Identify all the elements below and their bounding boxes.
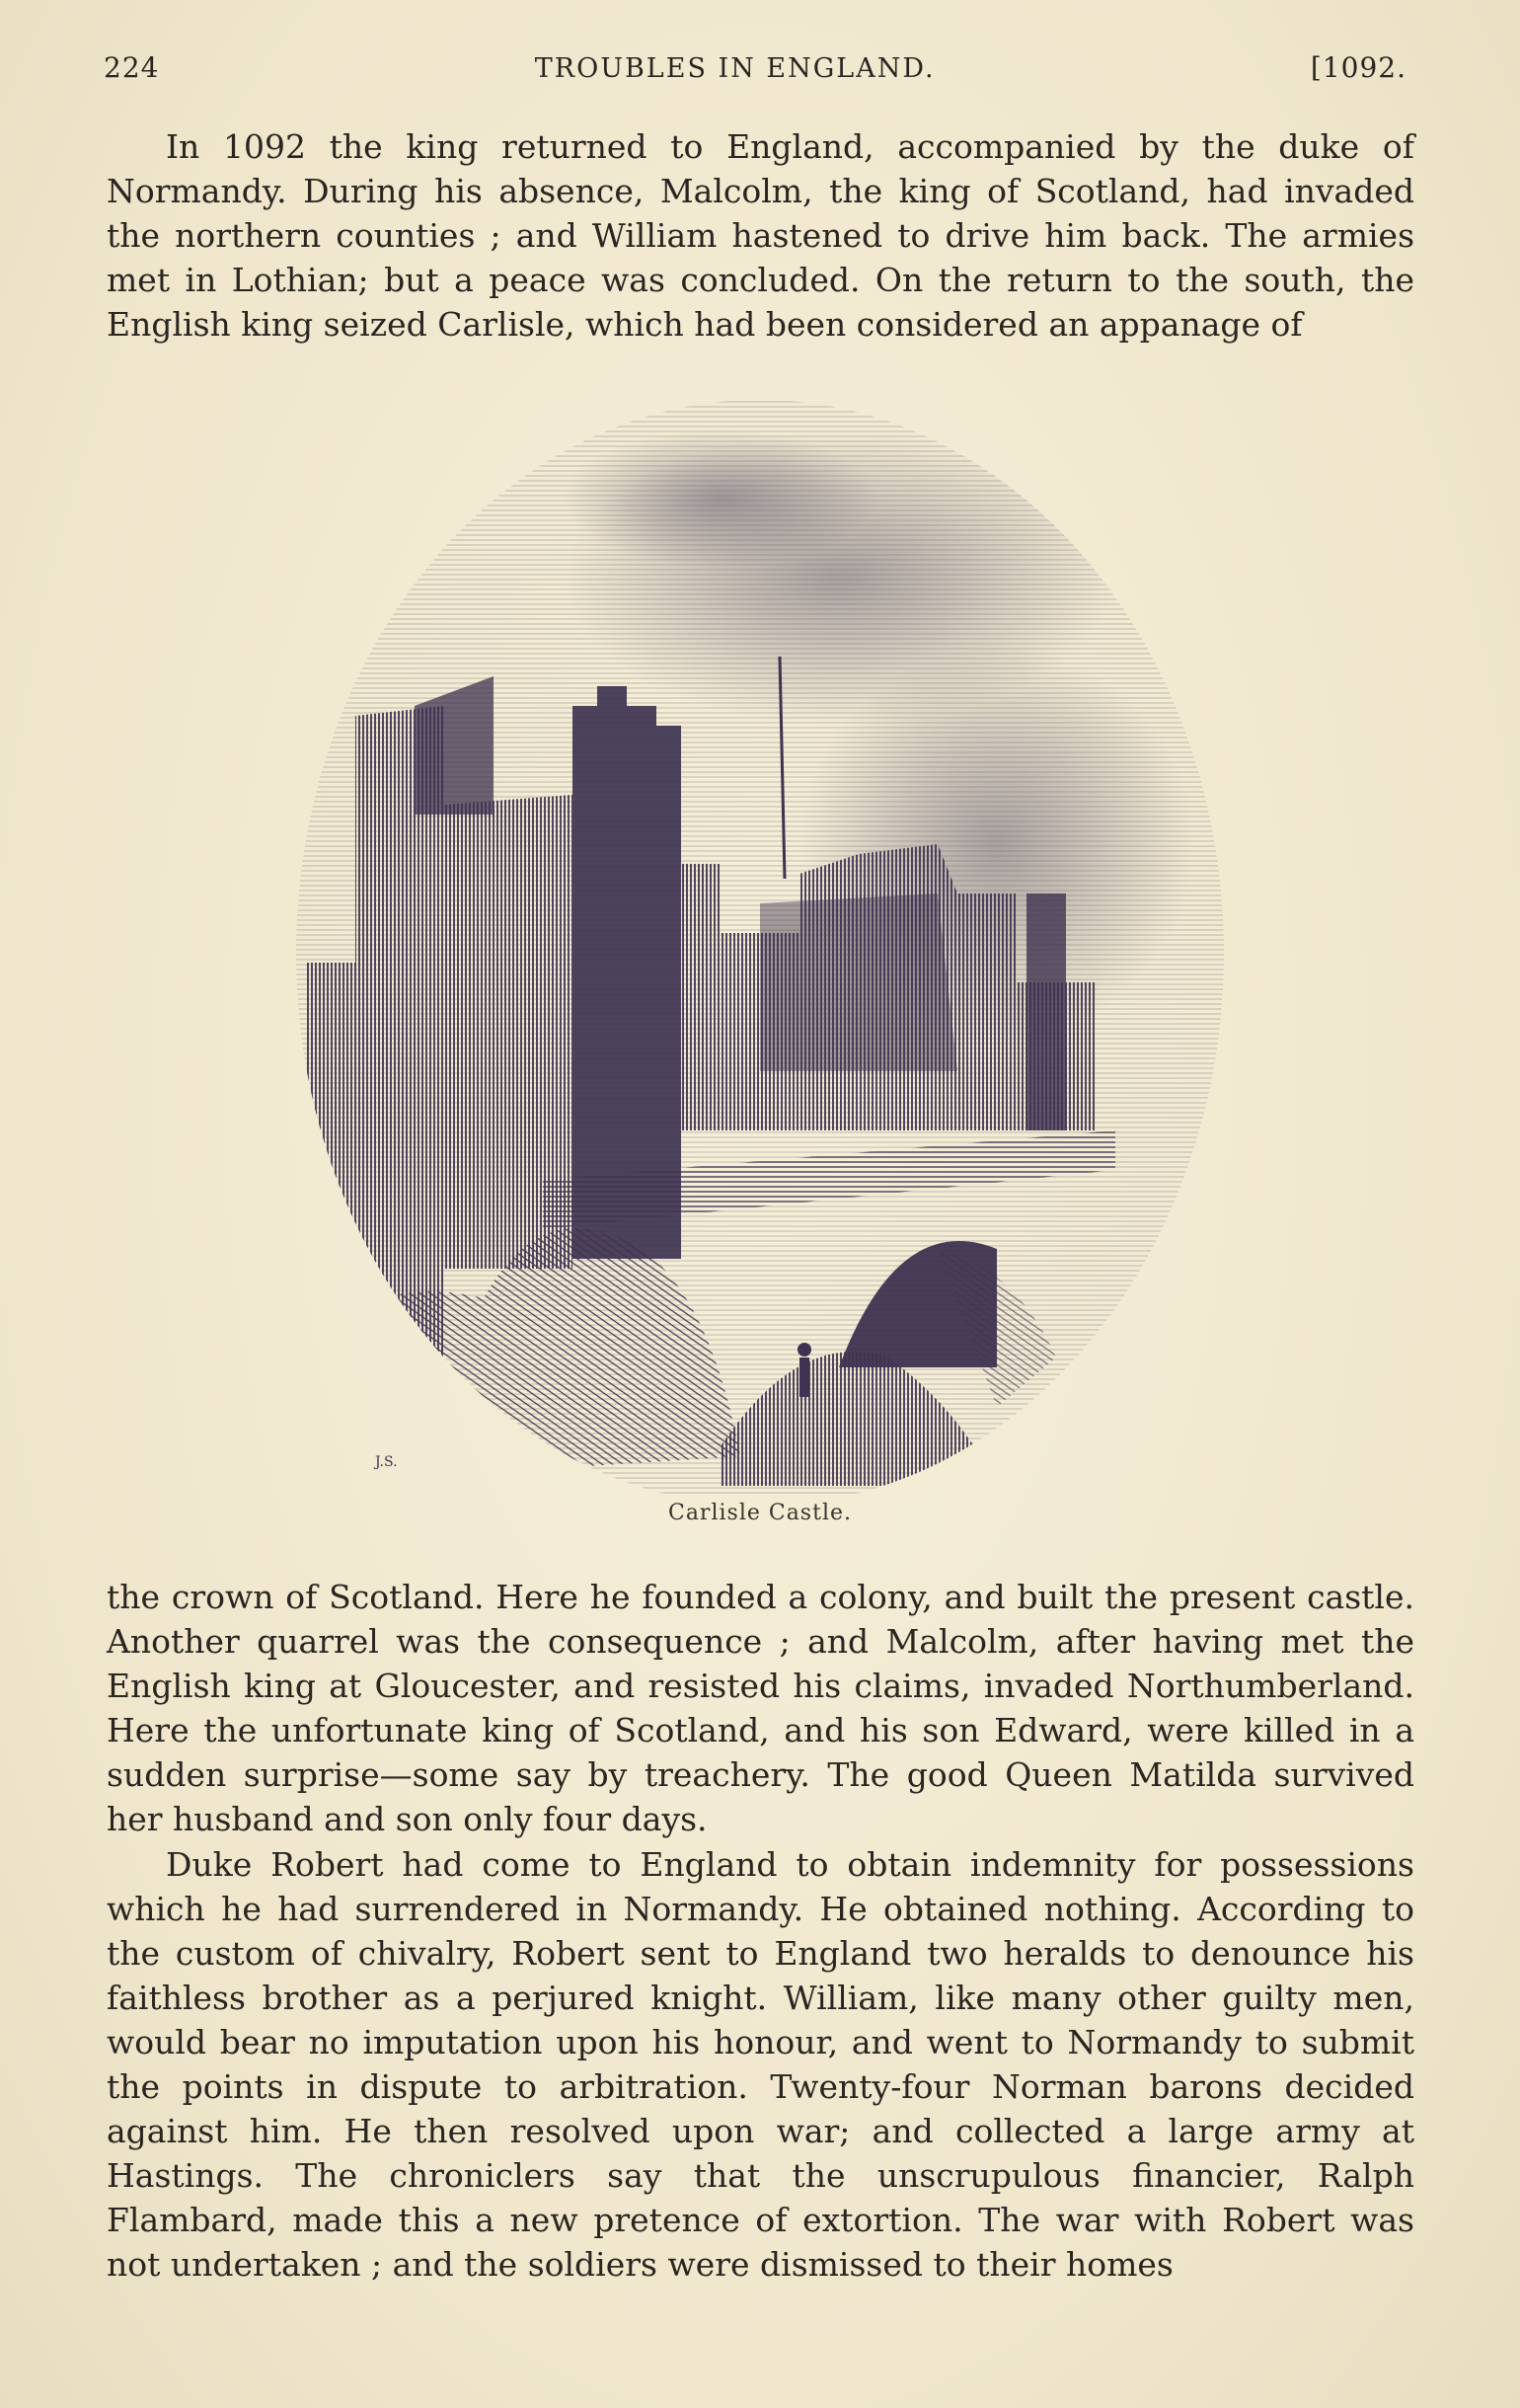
year-marker: [1092. (1310, 51, 1406, 84)
paragraph-2: the crown of Scotland. Here he founded a colony, and built the present castle. Another quarrel was the consequence ; and Malcolm, after having met the English king at Gloucester, and resisted his claims, invaded Northumberland. Here the unfortunate king of Scotland, and his son Edward, were killed in a sudden surprise—some say by treachery. The good Queen Matilda survived her husband and son only four days. (107, 1578, 1414, 1838)
page-number: 224 (104, 51, 160, 84)
running-title: TROUBLES IN ENGLAND. (534, 53, 936, 84)
running-head (104, 51, 1406, 84)
paragraph-1: In 1092 the king returned to England, accompanied by the duke of Normandy. During his absence, Malcolm, the king of Scotland, had invaded the northern counties ; and William hastened to drive him back. The armies met in Lothian; but a peace was concluded. On the return to the south, the English king seized Carlisle, which had been considered an appanage of (107, 127, 1414, 344)
paragraph-3: Duke Robert had come to England to obtain indemnity for possessions which he had surrendered in Normandy. He obtained nothing. According to the custom of chivalry, Robert sent to England two heralds to denounce his faithless brother as a perjured knight. William, like many other guilty men, would bear no imputation upon his honour, and went to Normandy to submit the points in dispute to arbitration. Twenty-four Norman barons decided against him. He then resolved upon war; and collected a large army at Hastings. The chroniclers say that the unscrupulous financier, Ralph Flambard, made this a new pretence of extortion. The war with Robert was not undertaken ; and the soldiers were dismissed to their homes (107, 1845, 1414, 2284)
engraver-initials: J.S. (375, 1454, 398, 1470)
carlisle-castle-engraving (247, 380, 1273, 1496)
figure-caption: Carlisle Castle. (667, 1501, 852, 1525)
